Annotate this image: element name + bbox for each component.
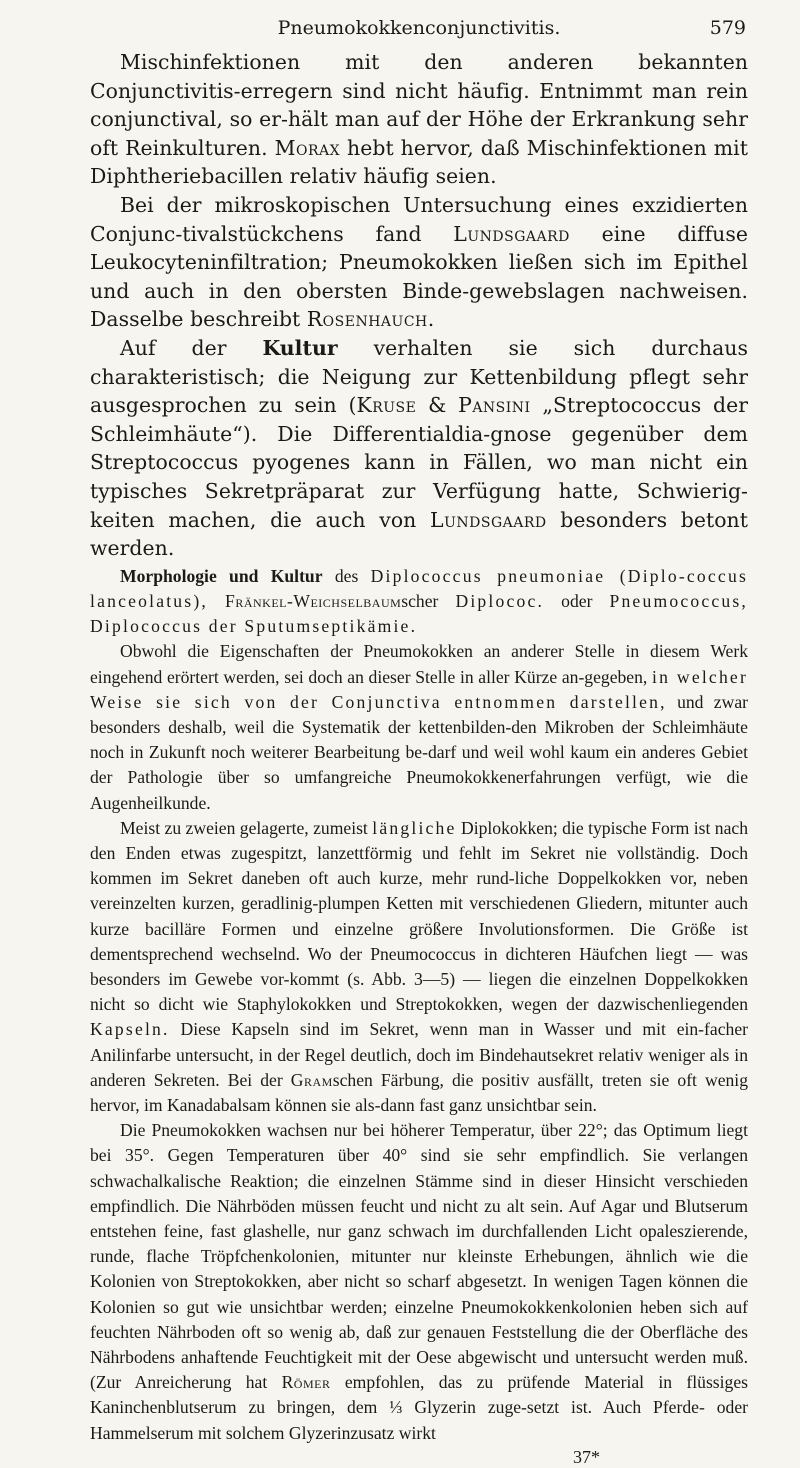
paragraph-mischinfektionen [90, 48, 748, 191]
text-run: „Streptococcus der Schleimhäute“). Die Differentialdia-gnose gegenüber dem Streptococcus pyogenes kann in Fällen, wo man nicht ein typisches Sekretpräparat zur Verfügung hatte, Schwierig-keiten machen, die auch von [90, 393, 749, 532]
spaced-text: Pneumococcus, Diplococcus der Sputumseptikämie. [90, 590, 748, 637]
section-heading: Morphologie und Kultur [120, 565, 323, 586]
small-paragraph-morphologie [90, 816, 748, 1118]
text-run: empfohlen, das zu prüfende Material in flüssiges Kaninchenblutserum zu bringen, dem ⅓ Glyzerin zuge-setzt ist. Auch Pferde- oder Hammelserum mit solchem Glyzerinzusatz wirkt [90, 1372, 748, 1443]
author-name: Rosenhauch [306, 307, 428, 332]
small-paragraph-heading [90, 564, 748, 640]
spaced-text: Kapseln. [90, 1019, 170, 1040]
text-run: besonders betont werden. [90, 507, 748, 561]
small-paragraph-obwohl [90, 639, 748, 815]
text-run: Meist zu zweien gelagerte, zumeist [120, 817, 373, 838]
spaced-text: in welcher Weise sie sich von der Conjunctiva entnommen darstellen, [90, 666, 749, 712]
author-name: Kruse [356, 393, 417, 418]
spaced-text: Diplococcus pneumoniae (Diplo-coccus lanceolatus), [90, 565, 748, 611]
author-name: Gram [290, 1069, 333, 1090]
small-paragraph-wachstum [90, 1118, 748, 1446]
text-run [208, 591, 225, 611]
text-run: Diplokokken; die typische Form ist nach den Enden etwas zugespitzt, lanzettförmig und fehlt im Sekret nie vollständig. Doch kommen im Sekret daneben oft auch kurze, mehr rund-liche Doppelkokken vor, neben vereinzelten kurzen, geradlinig-plumpen Ketten mit verschiedenen Gliedern, mitunter auch kurze bacilläre Formen und einzelne größere Involutionsformen. Die Größe ist dementsprechend wechselnd. Wo der Pneumococcus in dichteren Häufchen liegt — was besonders im Gewebe vor-kommt (s. Abb. 3—5) — liegen die einzelnen Doppelkokken nicht so dicht wie Staphylokokken und Streptokokken, wegen der dazwischenliegenden [90, 817, 749, 1015]
text-run: eine diffuse Leukocyteninfiltration; Pneumokokken ließen sich im Epithel und auch in den obersten Binde-gewebslagen nachweisen. Dasselbe beschreibt [90, 221, 748, 332]
text-run: oder [544, 590, 610, 611]
paragraph-mikroskopisch [90, 191, 748, 334]
text-run: Die Pneumokokken wachsen nur bei höherer Temperatur, über 22°; das Optimum liegt bei 35°. Gegen Temperaturen über 40° sind sie sehr empfindlich. Sie verlangen schwachalkalische Reaktion; die einzelnen Stämme sind in dieser Hinsicht verschieden empfindlich. Die Nährböden müssen feucht und nicht zu alt sein. Auf Agar und Blutserum entstehen feine, fast glashelle, nur ganz schwach im durchfallenden Licht opaleszierende, runde, flache Tröpfchenkolonien, mitunter nur kleinste Erhebungen, ähnlich wie die Kolonien von Streptokokken, aber nicht so scharf abgesetzt. In wenigen Tagen können die Kolonien so gut wie unsichtbar werden; einzelne Pneumokokkenkolonien heben sich auf feuchten Nährboden oft so wenig ab, daß zur genauen Feststellung die der Oberfläche des Nährbodens anhaftende Feuchtigkeit mit der Oese abgewischt und untersucht werden muß. (Zur Anreicherung hat [90, 1120, 748, 1393]
text-run: hebt hervor, daß Mischinfektionen mit Diphtheriebacillen relativ häufig seien. [90, 135, 748, 189]
spaced-text: längliche [372, 817, 457, 838]
text-run: Bei der mikroskopischen Untersuchung eines exzidierten Conjunc-tivalstückchens fand [90, 192, 748, 246]
author-name: Lundsgaard [430, 507, 547, 532]
spaced-text: Diplococ. [455, 590, 545, 611]
small-print-section [90, 564, 748, 1446]
text-run: Obwohl die Eigenschaften der Pneumokokken an anderer Stelle in diesem Werk eingehend erörtert werden, sei doch an dieser Stelle in aller Kürze an-gegeben, [90, 641, 748, 687]
emphasis-bold: Kultur [262, 335, 338, 360]
text-run: des [322, 565, 371, 586]
text-run: . [427, 307, 435, 332]
text-run: & [416, 393, 459, 418]
text-run: Auf der [120, 335, 263, 360]
page-number: 579 [709, 17, 746, 39]
running-head [90, 8, 748, 48]
author-name: Fränkel-Weichselbaum [225, 590, 402, 611]
text-run: Mischinfektionen mit den anderen bekannten Conjunctivitis-erregern sind nicht häufig. Entnimmt man rein conjunctival, so er-hält man auf der Höhe der Erkrankung sehr oft Reinkulturen. [90, 50, 748, 160]
author-name: Lundsgaard [453, 221, 570, 246]
running-title: Pneumokokkenconjunctivitis. [277, 17, 561, 39]
text-run: schen Färbung, die positiv ausfällt, treten sie oft wenig hervor, im Kanadabalsam können sie als-dann fast ganz unsichtbar sein. [90, 1069, 748, 1115]
author-name: Römer [281, 1372, 331, 1393]
signature-mark: 37* [573, 1446, 600, 1467]
text-run: scher [401, 590, 456, 611]
author-name: Morax [274, 135, 341, 160]
text-run: Diese Kapseln sind im Sekret, wenn man in Wasser und mit ein-facher Anilinfarbe untersucht, in der Regel deutlich, doch im Bindehautsekret relativ weniger als in anderen Sekreten. Bei der [90, 1019, 748, 1090]
text-run: und zwar besonders deshalb, weil die Systematik der kettenbilden-den Mikroben der Schleimhäute noch in Zukunft noch weiterer Bearbeitung be-darf und weil wohl kaum ein anderes Gebiet der Pathologie über so umfangreiche Pneumokokkenerfahrungen verfügt, wie die Augenheilkunde. [90, 691, 748, 813]
author-name: Pansini [458, 393, 531, 418]
main-text [90, 48, 748, 563]
paragraph-kultur [90, 334, 748, 563]
text-run: verhalten sie sich durchaus charakteristisch; die Neigung zur Kettenbildung pflegt sehr ausgesprochen zu sein ( [90, 335, 748, 418]
